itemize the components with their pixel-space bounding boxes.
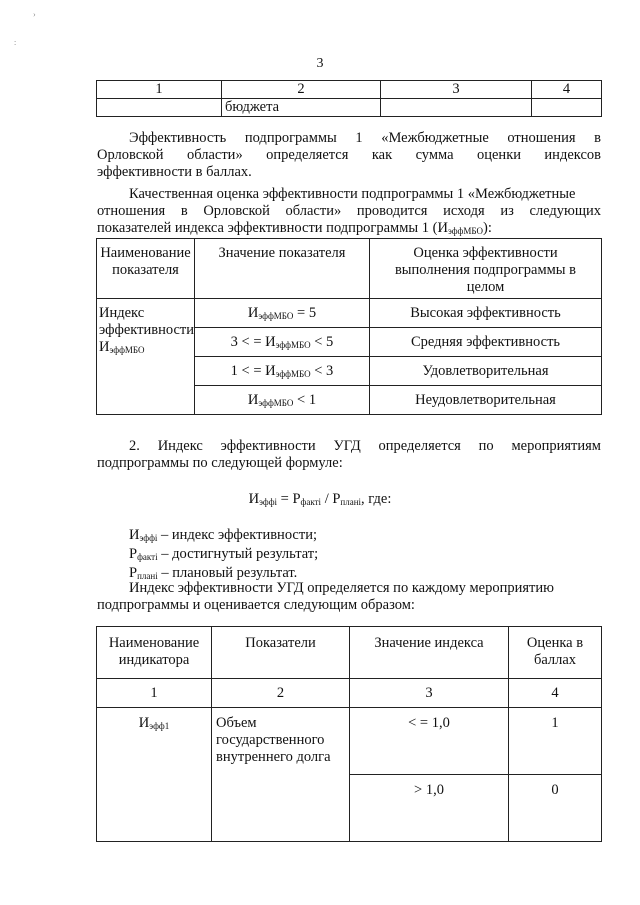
ugd-index-value: > 1,0 [350,775,509,842]
page-number: 3 [316,56,324,71]
paragraph-line: Качественная оценка эффективности подпрограммы 1 «Межбюджетные [129,186,576,202]
paragraph-line: эффективности в баллах. [97,164,252,180]
top-table [96,80,602,117]
efficiency-table-header: Наименование показателя [97,239,195,299]
definition-list [129,527,318,582]
ugd-indicator-cell: $И_{эфф1}$ [97,708,212,842]
indicator-value: $И_{эффМБО} < 1$ [194,386,369,415]
top-table-cell [532,99,602,117]
ugd-table [96,626,602,842]
ugd-table-header: Оценка в баллах [509,627,602,679]
paragraph-3 [97,438,601,472]
top-table-header: 2 [222,81,381,99]
ugd-table-number: 1 [97,679,212,708]
paragraph-line: подпрограммы и оценивается следующим образом: [97,597,415,613]
scan-artifact: : [14,38,17,47]
ugd-score: 0 [509,775,602,842]
paragraph-4 [97,580,601,614]
definition-item: $Р_{фактi}$ – достигнутый результат; [129,546,319,562]
definition-item: $Р_{планi}$ – плановый результат. [129,565,298,581]
top-table-header: 1 [97,81,222,99]
ugd-table-number: 4 [509,679,602,708]
rating-cell: Неудовлетворительная [369,386,601,415]
ugd-table-header: Значение индекса [350,627,509,679]
top-table-header: 4 [532,81,602,99]
ugd-indicator-description: Объем государственного внутреннего долга [212,708,350,842]
top-table-cell [97,99,222,117]
indicator-value: 1 < = $И_{эффМБО} < 3$ [194,357,369,386]
ugd-table-number: 2 [212,679,350,708]
ugd-index-value: < = 1,0 [350,708,509,775]
paragraph-2 [97,186,601,237]
efficiency-table-header: Значение показателя [194,239,369,299]
top-table-header: 3 [381,81,532,99]
formula: $И_{эффi} = Р_{фактi} / Р_{планi}$, где: [248,491,392,507]
paragraph-line: отношения в Орловской области» проводится исходя из следующих [97,203,601,219]
paragraph-line: 2. Индекс эффективности УГД определяется по мероприятиям [129,438,601,454]
ugd-table-header: Наименование индикатора [97,627,212,679]
top-table-cell: бюджета [222,99,381,117]
paragraph-1 [97,130,601,181]
paragraph-line: Эффективность подпрограммы 1 «Межбюджетные отношения в [129,130,601,146]
paragraph-line: Индекс эффективности УГД определяется по каждому мероприятию [129,580,554,596]
efficiency-table [96,238,602,415]
paragraph-line: Орловской области» определяется как сумма оценки индексов [97,147,601,163]
paragraph-line: показателей индекса эффективности подпрограммы 1 $(И_{эффМБО})$: [97,220,492,236]
ugd-table-number: 3 [350,679,509,708]
ugd-table-header: Показатели [212,627,350,679]
rating-cell: Средняя эффективность [369,328,601,357]
indicator-value: $И_{эффМБО} = 5$ [194,299,369,328]
scan-artifact: › [33,10,36,19]
ugd-score: 1 [509,708,602,775]
paragraph-line: подпрограммы по следующей формуле: [97,455,343,471]
efficiency-table-header: Оценка эффективности выполнения подпрограммы в целом [369,239,601,299]
rating-cell: Высокая эффективность [369,299,601,328]
rating-cell: Удовлетворительная [369,357,601,386]
indicator-value: 3 < = $И_{эффМБО} < 5$ [194,328,369,357]
indicator-name-cell: Индекс эффективности $И_{эффМБО}$ [97,299,195,415]
definition-item: $И_{эффi}$ – индекс эффективности; [129,527,317,543]
top-table-cell [381,99,532,117]
